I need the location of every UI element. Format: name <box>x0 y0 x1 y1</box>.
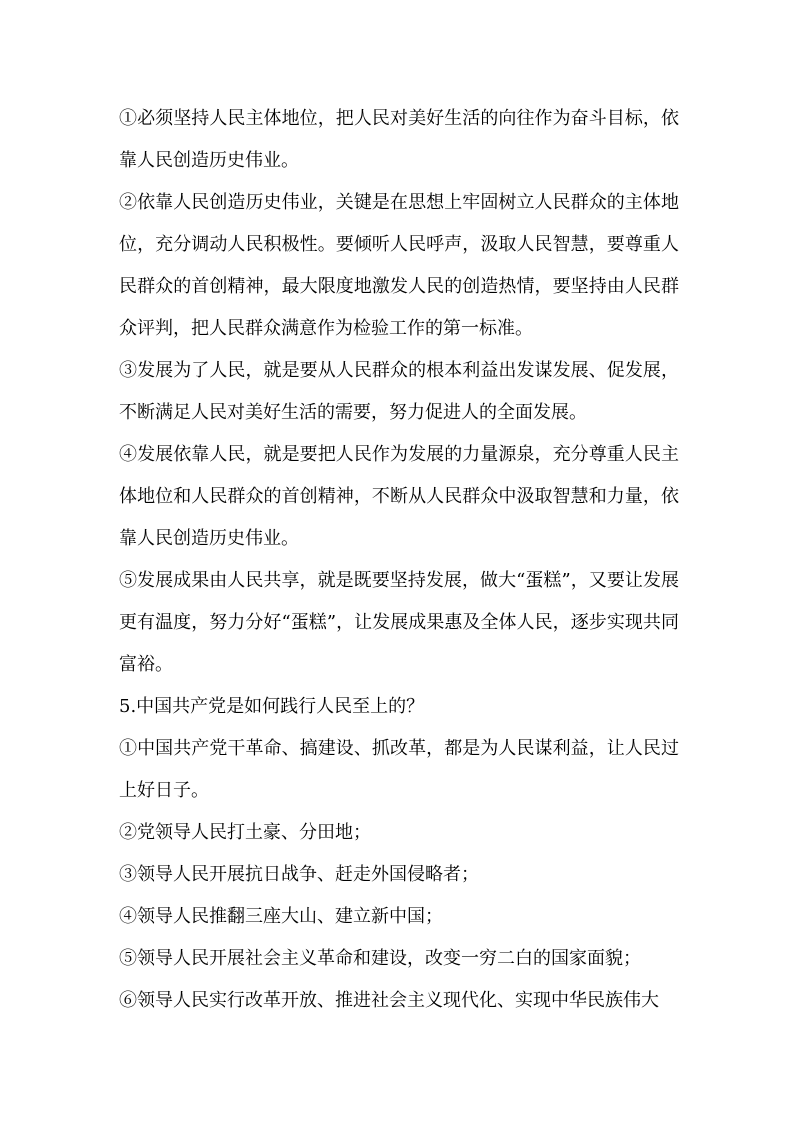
question-heading: 5.中国共产党是如何践行人民至上的？ <box>119 696 425 717</box>
paragraph-3: ③发展为了人民，就是要从人民群众的根本利益出发谋发展、促发展，不断满足人民对美好生活的需要，努力促进人的全面发展。 <box>119 360 679 423</box>
answer-paragraph-1: ①中国共产党干革命、搞建设、抓改革，都是为人民谋利益，让人民过上好日子。 <box>119 738 679 801</box>
paragraph-5: ⑤发展成果由人民共享，就是既要坚持发展，做大“蛋糕”，又要让发展更有温度，努力分好“蛋糕”，让发展成果惠及全体人民，逐步实现共同富裕。 <box>119 570 679 675</box>
paragraph-4: ④发展依靠人民，就是要把人民作为发展的力量源泉，充分尊重人民主体地位和人民群众的首创精神，不断从人民群众中汲取智慧和力量，依靠人民创造历史伟业。 <box>119 444 679 549</box>
paragraph-2: ②依靠人民创造历史伟业，关键是在思想上牢固树立人民群众的主体地位，充分调动人民积极性。要倾听人民呼声，汲取人民智慧，要尊重人民群众的首创精神，最大限度地激发人民的创造热情，要坚持由人民群众评判，把人民群众满意作为检验工作的第一标准。 <box>119 192 679 339</box>
answer-paragraph-4: ④领导人民推翻三座大山、建立新中国； <box>119 906 443 927</box>
answer-paragraph-5: ⑤领导人民开展社会主义革命和建设，改变一穷二白的国家面貌； <box>119 948 641 969</box>
paragraph-1: ①必须坚持人民主体地位，把人民对美好生活的向往作为奋斗目标，依靠人民创造历史伟业。 <box>119 108 679 171</box>
answer-paragraph-3: ③领导人民开展抗日战争、赶走外国侵略者； <box>119 864 479 885</box>
answer-paragraph-2: ②党领导人民打土豪、分田地； <box>119 822 371 843</box>
answer-paragraph-6: ⑥领导人民实行改革开放、推进社会主义现代化、实现中华民族伟大 <box>119 990 659 1011</box>
document-body <box>119 98 679 1022</box>
